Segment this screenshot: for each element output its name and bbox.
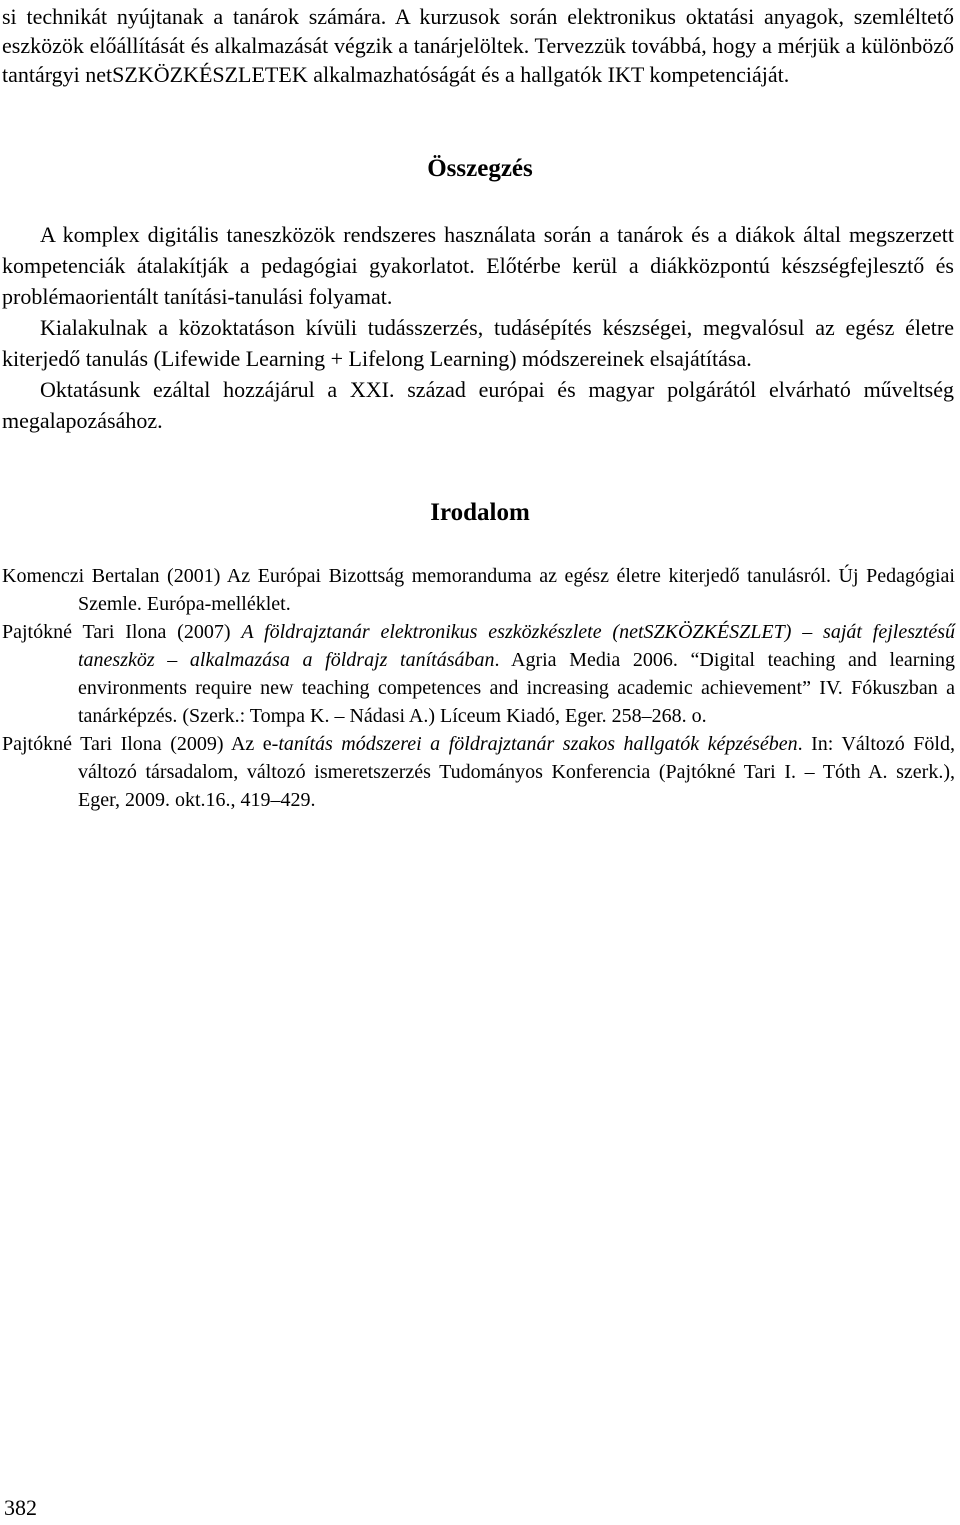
reference-item-3 bbox=[2, 730, 955, 814]
reference-text: Pajtókné Tari Ilona (2009) Az e- bbox=[2, 733, 279, 755]
reference-text-end: . Agria Media 2006. “Digital teaching and learning environments require new teaching competences and increasing academic achievement” IV. Fókuszban a tanárképzés. (Szerk.: Tompa K. – Nádasi A.) Líceum Kiadó, Eger. 258–268. o. bbox=[78, 649, 955, 727]
reference-text-end: . In: Változó Föld, változó társadalom, változó ismeretszerzés Tudományos Konferencia (Pajtókné Tari I. – Tóth A. szerk.), Eger, 2009. okt.16., 419–429. bbox=[78, 733, 955, 811]
reference-title: A földrajztanár elektronikus eszközkészlete (netSZKÖZKÉSZLET) – saját fejlesztésű taneszköz – alkalmazása a földrajz tanításában bbox=[78, 621, 955, 671]
summary-paragraph-3: Oktatásunk ezáltal hozzájárul a XXI. század európai és magyar polgárától elvárható műveltség megalapozásához. bbox=[2, 377, 954, 433]
literature-heading: Irodalom bbox=[430, 499, 530, 526]
summary-heading: Összegzés bbox=[427, 155, 533, 182]
page-number: 382 bbox=[4, 1495, 37, 1520]
reference-text: Komenczi Bertalan (2001) Az Európai Bizottság memoranduma az egész életre kiterjedő tanulásról. Új Pedagógiai Szemle. Európa-melléklet. bbox=[2, 565, 955, 615]
summary-paragraph-2: Kialakulnak a közoktatáson kívüli tudásszerzés, tudásépítés készségei, megvalósul az egész életre kiterjedő tanulás (Lifewide Learning + Lifelong Learning) módszereinek elsajátítása. bbox=[2, 315, 954, 371]
intro-paragraph: si technikát nyújtanak a tanárok számára. A kurzusok során elektronikus oktatási anyagok, szemléltető eszközök előállítását és alkalmazását végzik a tanárjelöltek. Tervezzük továbbá, hogy a mérjük a különböző tantárgyi netSZKÖZKÉSZLETEK alkalmazhatóságát és a hallgatók IKT kompetenciáját. bbox=[2, 4, 954, 87]
reference-item-1 bbox=[2, 562, 955, 618]
summary-body bbox=[2, 219, 954, 436]
reference-text: Pajtókné Tari Ilona (2007) bbox=[2, 621, 242, 643]
reference-title: tanítás módszerei a földrajztanár szakos hallgatók képzésében bbox=[278, 733, 798, 755]
summary-paragraph-1: A komplex digitális taneszközök rendszeres használata során a tanárok és a diákok által megszerzett kompetenciák átalakítják a pedagógiai gyakorlatot. Előtérbe kerül a diákközpontú készségfejlesztő és problémaorientált tanítási-tanulási folyamat. bbox=[2, 222, 954, 309]
reference-item-2 bbox=[2, 618, 955, 730]
reference-list bbox=[2, 562, 955, 814]
